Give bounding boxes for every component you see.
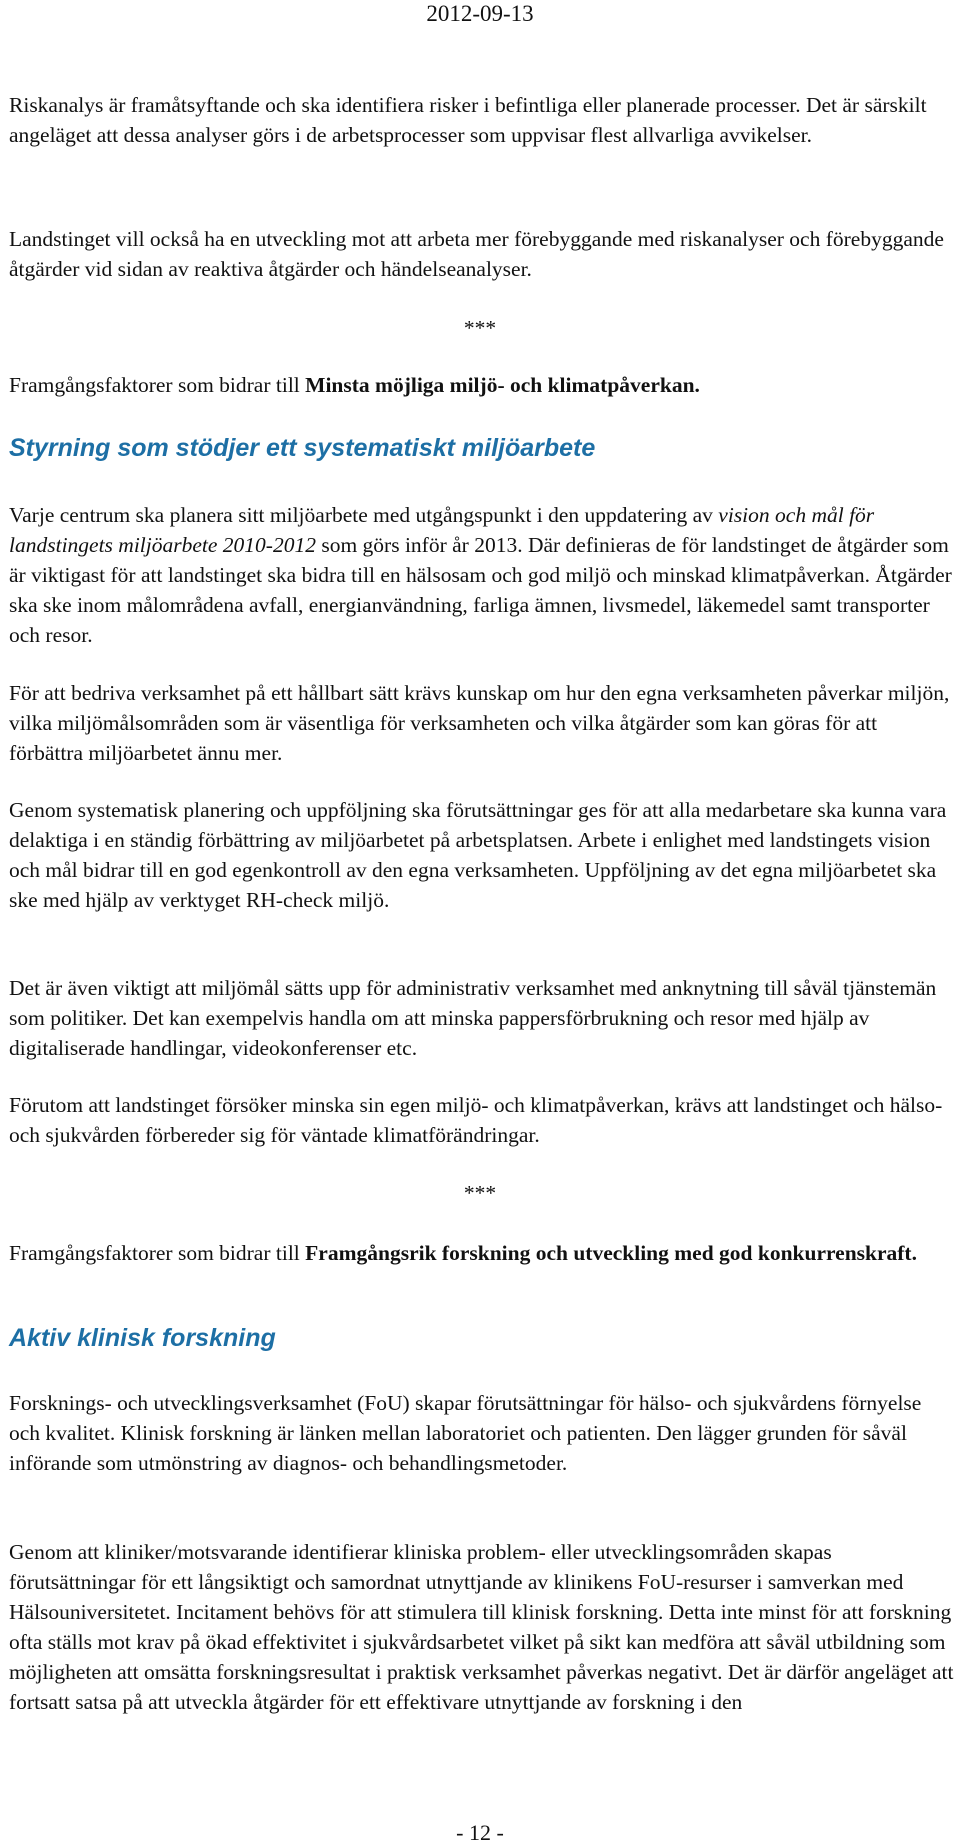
success-factor-title: Framgångsrik forskning och utveckling med god konkurrenskraft. (305, 1241, 917, 1265)
paragraph-kliniker: Genom att kliniker/motsvarande identifierar kliniska problem- eller utvecklingsområden skapas förutsättningar för ett långsiktigt och samordnat utnyttjande av klinikens FoU-resurser i samverkan med Hälsouniversitetet. Incitament behövs för att stimulera till klinisk forskning. Detta inte minst för att forskning ofta ställs mot krav på ökad effektivitet i sjukvårdsarbetet vilket på sikt kan medföra att såväl utbildning som möjligheten att omsätta forskningsresultat i praktisk verksamhet påverkas negativt. Det är därför angeläget att fortsatt satsa på att utveckla åtgärder för ett effektivare utnyttjande av forskning i den (9, 1540, 954, 1714)
paragraph-varje-centrum (9, 500, 954, 650)
paragraph-hallbart: För att bedriva verksamhet på ett hållbart sätt krävs kunskap om hur den egna verksamheten påverkar miljön, vilka miljömålsområden som är väsentliga för verksamheten och vilka åtgärder som kan göras för att förbättra miljöarbetet ännu mer. (9, 681, 950, 765)
header-date: 2012-09-13 (426, 1, 534, 26)
paragraph-landstinget-utveckling: Landstinget vill också ha en utveckling mot att arbeta mer förebyggande med riskanalyser och förebyggande åtgärder vid sidan av reaktiva åtgärder och händelseanalyser. (9, 227, 944, 281)
text-segment: Varje centrum ska planera sitt miljöarbete med utgångspunkt i den uppdatering av (9, 503, 719, 527)
success-factor-research (9, 1238, 954, 1268)
success-factor-title: Minsta möjliga miljö- och klimatpåverkan. (305, 373, 700, 397)
section-heading-klinisk-forskning: Aktiv klinisk forskning (9, 1324, 276, 1352)
paragraph-fou: Forsknings- och utvecklingsverksamhet (FoU) skapar förutsättningar för hälso- och sjukvårdens förnyelse och kvalitet. Klinisk forskning är länken mellan laboratoriet och patienten. Den lägger grunden för såväl införande som utmönstring av diagnos- och behandlingsmetoder. (9, 1391, 922, 1475)
section-separator: *** (463, 316, 497, 340)
paragraph-riskanalys: Riskanalys är framåtsyftande och ska identifiera risker i befintliga eller planerade processer. Det är särskilt angeläget att dessa analyser görs i de arbetsprocesser som uppvisar flest allvarliga avvikelser. (9, 93, 927, 147)
page-number: - 12 - (456, 1820, 504, 1845)
success-factor-prefix: Framgångsfaktorer som bidrar till (9, 373, 306, 397)
success-factor-environment (9, 370, 954, 400)
section-separator: *** (463, 1181, 497, 1205)
success-factor-prefix: Framgångsfaktorer som bidrar till (9, 1241, 306, 1265)
text-segment: som görs inför år 2013. Där definieras de för landstinget de åtgärder som är viktigast för att landstinget ska bidra till en hälsosam och god miljö och minskad klimatpåverkan. Åtgärder ska ske inom målområdena avfall, energianvändning, farliga ämnen, livsmedel, läkemedel samt transporter och resor. (9, 533, 952, 647)
paragraph-administrativ: Det är även viktigt att miljömål sätts upp för administrativ verksamhet med anknytning till såväl tjänstemän som politiker. Det kan exempelvis handla om att minska pappersförbrukning och resor med hjälp av digitaliserade handlingar, videokonferenser etc. (9, 976, 937, 1060)
paragraph-klimatforandringar: Förutom att landstinget försöker minska sin egen miljö- och klimatpåverkan, krävs att landstinget och hälso- och sjukvården förbereder sig för väntade klimatförändringar. (9, 1093, 943, 1147)
section-heading-miljoarbete: Styrning som stödjer ett systematiskt miljöarbete (9, 434, 596, 462)
paragraph-systematisk-planering: Genom systematisk planering och uppföljning ska förutsättningar ges för att alla medarbetare ska kunna vara delaktiga i en ständig förbättring av miljöarbetet på arbetsplatsen. Arbete i enlighet med landstingets vision och mål bidrar till en god egenkontroll av den egna verksamheten. Uppföljning av det egna miljöarbetet ska ske med hjälp av verktyget RH-check miljö. (9, 798, 947, 912)
italic-document-title: vision och mål för landstingets miljöarbete 2010-2012 (9, 503, 875, 557)
